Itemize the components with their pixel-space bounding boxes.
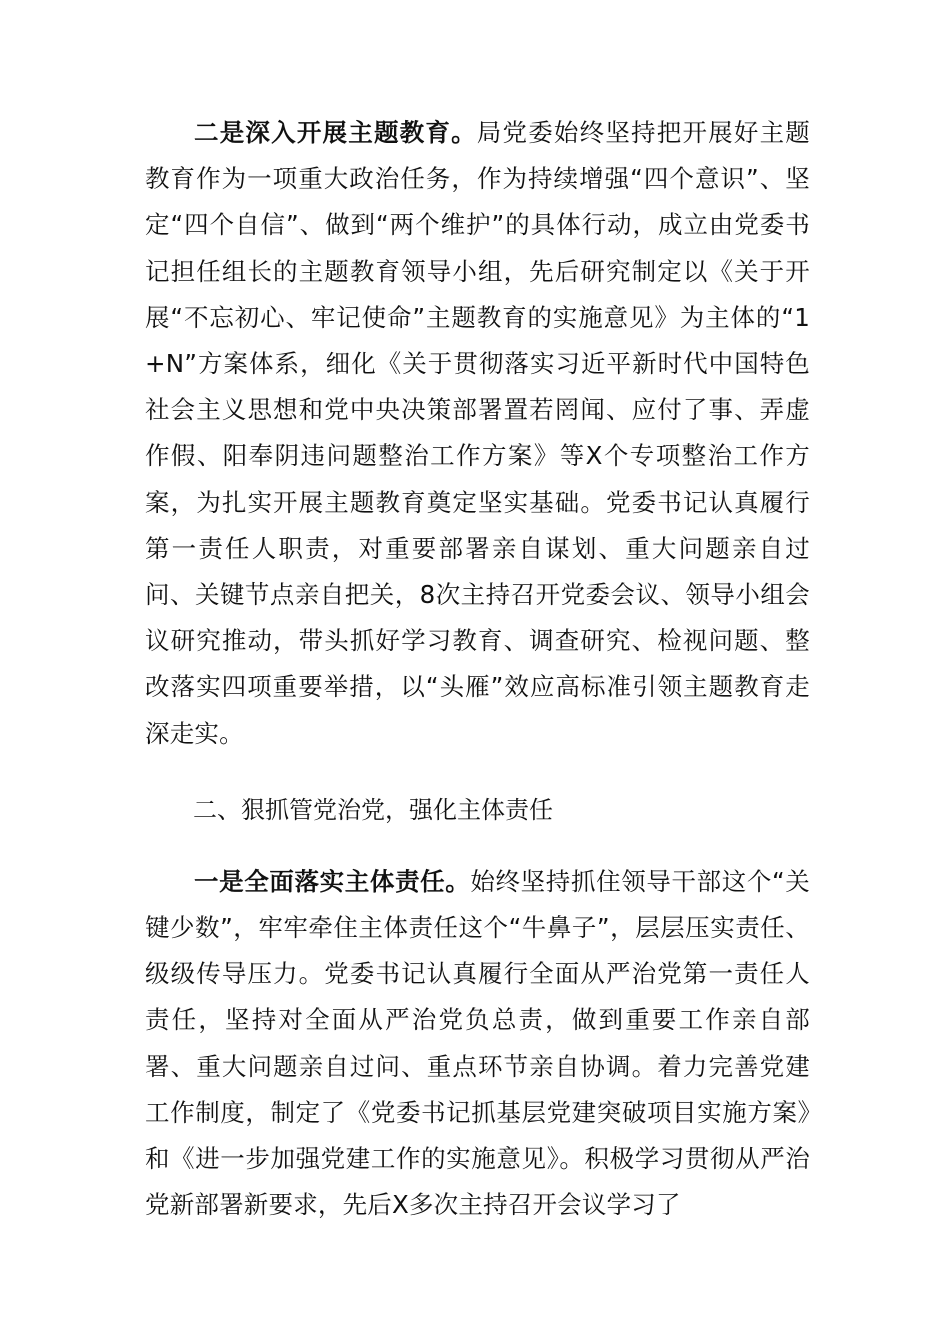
paragraph-text: 局党委始终坚持把开展好主题教育作为一项重大政治任务，作为持续增强“四个意识”、坚定“四个自信”、做到“两个维护”的具体行动，成立由党委书记担任组长的主题教育领导小组，先后研究制定以《关于开展“不忘初心、牢记使命”主题教育的实施意见》为主体的“1+N”方案体系，细化《关于贯彻落实习近平新时代中国特色社会主义思想和党中央决策部署置若罔闻、应付了事、弄虚作假、阳奉阴违问题整治工作方案》等X个专项整治工作方案，为扎实开展主题教育奠定坚实基础。党委书记认真履行第一责任人职责，对重要部署亲自谋划、重大问题亲自过问、关键节点亲自把关，8次主持召开党委会议、领导小组会议研究推动，带头抓好学习教育、调查研究、检视问题、整改落实四项重要举措，以“头雁”效应高标准引领主题教育走深走实。 bbox=[145, 118, 810, 748]
paragraph-theme-education bbox=[145, 110, 810, 757]
paragraph-lead: 一是全面落实主体责任。 bbox=[194, 866, 471, 896]
paragraph-text: 始终坚持抓住领导干部这个“关键少数”，牢牢牵住主体责任这个“牛鼻子”，层层压实责任、级级传导压力。党委书记认真履行全面从严治党第一责任人责任，坚持对全面从严治党负总责，做到重要工作亲自部署、重大问题亲自过问、重点环节亲自协调。着力完善党建工作制度，制定了《党委书记抓基层党建突破项目实施方案》和《进一步加强党建工作的实施意见》。积极学习贯彻从严治党新部署新要求，先后X多次主持召开会议学习了 bbox=[145, 866, 810, 1220]
paragraph-lead: 二是深入开展主题教育。 bbox=[194, 118, 477, 147]
section-heading: 二、狠抓管党治党，强化主体责任 bbox=[193, 795, 553, 824]
paragraph-main-responsibility bbox=[145, 859, 810, 1229]
document-body bbox=[145, 110, 810, 1228]
